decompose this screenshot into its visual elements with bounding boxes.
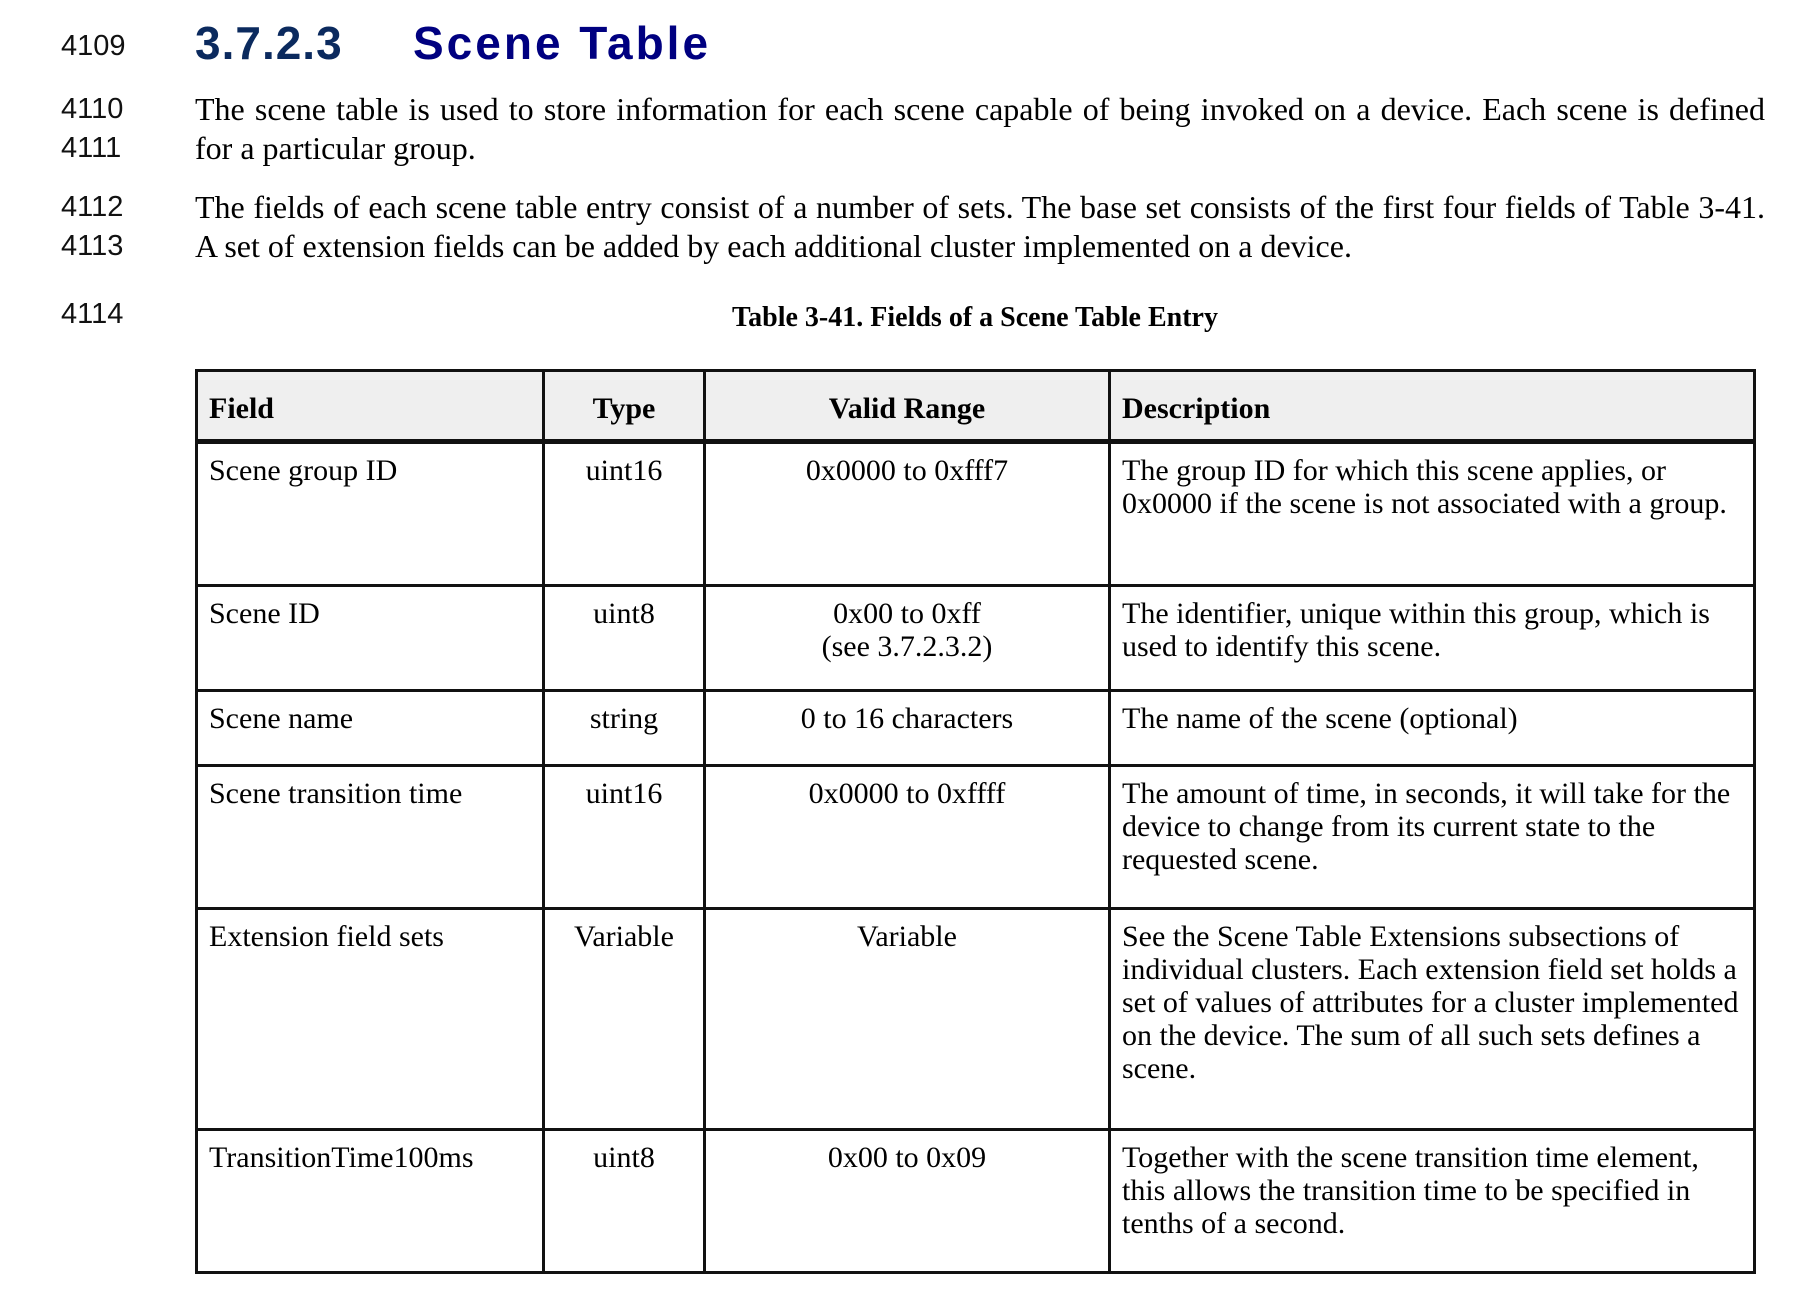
table-row — [197, 442, 1755, 586]
range-reference-link[interactable]: (see 3.7.2.3.2) — [821, 630, 993, 663]
range-text: 0x0000 to 0xfff7 — [805, 454, 1009, 487]
table-row — [197, 909, 1755, 1130]
line-number: 4113 — [61, 230, 124, 262]
cell-type: uint8 — [544, 1130, 705, 1273]
cell-description: See the Scene Table Extensions subsections of individual clusters. Each extension field set holds a set of values of attributes for a cluster implemented on the device. The sum of all such sets defines a scene. — [1110, 909, 1755, 1130]
cell-field: TransitionTime100ms — [197, 1130, 544, 1273]
cell-field: Extension field sets — [197, 909, 544, 1130]
table-caption: Table 3-41. Fields of a Scene Table Entry — [732, 302, 1218, 333]
table-row — [197, 586, 1755, 691]
table-row — [197, 1130, 1755, 1273]
cell-valid-range — [705, 442, 1110, 586]
cell-type: uint8 — [544, 586, 705, 691]
cell-description: The group ID for which this scene applies, or 0x0000 if the scene is not associated with a group. — [1110, 442, 1755, 586]
range-text: 0x00 to 0x09 — [827, 1141, 987, 1174]
table-header-row — [197, 371, 1755, 442]
line-number: 4110 — [61, 93, 124, 125]
line-number: 4111 — [61, 132, 122, 164]
column-header-description: Description — [1110, 371, 1755, 442]
section-title: Scene Table — [413, 17, 712, 69]
cell-description: Together with the scene transition time element, this allows the transition time to be specified in tenths of a second. — [1110, 1130, 1755, 1273]
range-text: Variable — [857, 920, 957, 953]
line-number: 4112 — [61, 191, 124, 223]
column-header-valid-range: Valid Range — [705, 371, 1110, 442]
cell-valid-range — [705, 586, 1110, 691]
line-number: 4109 — [61, 30, 126, 62]
column-header-field: Field — [197, 371, 544, 442]
table-row — [197, 766, 1755, 909]
cell-valid-range — [705, 766, 1110, 909]
cell-description: The name of the scene (optional) — [1110, 691, 1755, 766]
cell-valid-range — [705, 909, 1110, 1130]
cell-valid-range — [705, 1130, 1110, 1273]
cell-type: string — [544, 691, 705, 766]
range-text: 0 to 16 characters — [800, 702, 1014, 735]
cell-field: Scene group ID — [197, 442, 544, 586]
paragraph-intro: The scene table is used to store information for each scene capable of being invoked on a device. Each scene is defined for a particular group. — [195, 91, 1765, 166]
cell-field: Scene ID — [197, 586, 544, 691]
range-text: 0x00 to 0xff — [833, 597, 981, 630]
cell-description: The amount of time, in seconds, it will take for the device to change from its current state to the requested scene. — [1110, 766, 1755, 909]
column-header-type: Type — [544, 371, 705, 442]
scene-table — [195, 369, 1756, 1274]
cell-type: Variable — [544, 909, 705, 1130]
cell-field: Scene name — [197, 691, 544, 766]
range-text: 0x0000 to 0xffff — [808, 777, 1006, 810]
cell-valid-range — [705, 691, 1110, 766]
section-number: 3.7.2.3 — [195, 17, 343, 69]
cell-field: Scene transition time — [197, 766, 544, 909]
cell-type: uint16 — [544, 766, 705, 909]
paragraph-fields: The fields of each scene table entry consist of a number of sets. The base set consists of the first four fields of Table 3-41. A set of extension fields can be added by each additional cluster implemented on a device. — [195, 189, 1765, 264]
cell-type: uint16 — [544, 442, 705, 586]
cell-description: The identifier, unique within this group, which is used to identify this scene. — [1110, 586, 1755, 691]
table-row — [197, 691, 1755, 766]
line-number: 4114 — [61, 298, 124, 330]
